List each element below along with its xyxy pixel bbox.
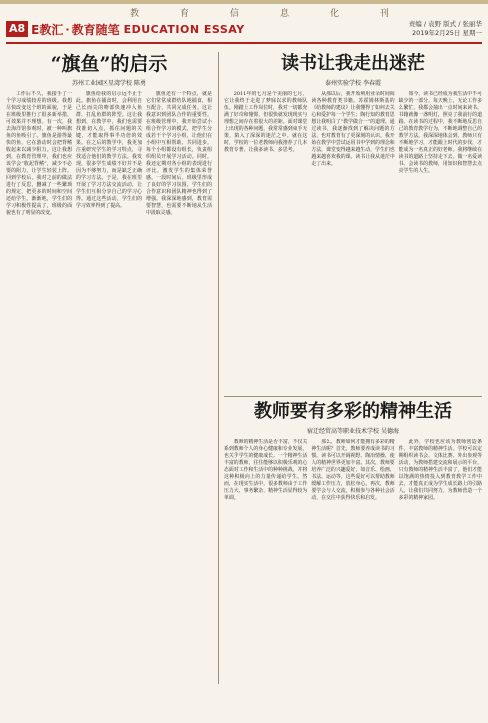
body-column: 此外，学校也应该为教师创造条件，丰富教师的精神生活。学校可以定期组织读书会、文体比赛、外出参观等活动，为教师搭建交流和展示的平台。只有教师的精神生活丰富了，他们才能以饱满的热情投入到教育教学工作中去，才能真正成为学生成长路上的引路人。让我们共同努力，为教师营造一个多彩的精神家园。 bbox=[398, 439, 482, 501]
left-article bbox=[6, 52, 212, 723]
banner-word: 信 bbox=[229, 9, 240, 19]
banner-word: 刊 bbox=[379, 9, 390, 19]
article-title: “旗鱼”的启示 bbox=[50, 53, 168, 75]
body-column: 那么，教师如何才能拥有多彩的精神生活呢？首先，教师要养成读书的习惯。读书可以开阔视野、陶冶情操，使人的精神世界更加丰富。其次，教师要培养广泛的兴趣爱好，如音乐、绘画、书法、运动等，这些爱好可以帮助教师缓解工作压力，放松身心。再次，教师要学会与人交流，积极参与各种社会活动，在交往中获得快乐和启发。 bbox=[311, 439, 395, 501]
body-column: 如今，读书已经成为我生活中不可缺少的一部分。每天晚上，无论工作多么繁忙，我都会抽出一点时间来读书。书籍就像一盏明灯，照亮了我前行的道路。在读书的过程中，我不断地反思自己的教育教学行为，不断地调整自己的教学方法。我深深地体会到，教师只有不断地学习，才能跟上时代的步伐，才能成为一名真正的好老师。我将继续在读书的道路上坚持走下去，做一名爱读书、会读书的教师，用知识和智慧去点亮学生的人生。 bbox=[398, 91, 482, 174]
banner-word: 息 bbox=[279, 9, 290, 19]
body-column: 教师的精神生活是否丰富，不仅关系到教师个人的身心健康和专业发展，也关乎学生的健康成长。一个精神生活丰富的教师，往往能够以积极乐观的心态面对工作和生活中的种种挑战，并将这种积极向上的力量传递给学生。然而，在现实生活中，很多教师由于工作压力大、事务繁杂，精神生活显得较为单调。 bbox=[224, 439, 308, 501]
article-byline: 泰州实验学校 李春霞 bbox=[325, 80, 381, 87]
article-byline: 苏州工业园区星湾学校 陈勇 bbox=[72, 80, 146, 87]
article-byline: 宿迁经贸高等职业技术学校 吴德海 bbox=[307, 428, 399, 435]
body-column: 旗鱼给我的启示远不止于此。旗鱼在捕食时，会利用自己长而尖的吻部快速冲入鱼群，打乱鱼群的阵型。这让我想到，在教学中，我们也需要找准切入点，抓住问题的关键，才能取得事半功倍的效果。在之后的教学中，我更加注重研究学生的学习特点，寻找适合他们的教学方法。我发现，很多学生成绩不好并不是因为不够努力，而是缺乏正确的学习方法。于是，我在班里开展了学习方法交流活动，让学生们互相分享自己的学习心得。通过这些活动，学生们的学习效率得到了提高。 bbox=[76, 91, 142, 209]
separator: · bbox=[65, 22, 70, 36]
body-column: 从那以后，我开始利用业余时间阅读各种教育类书籍。苏霍姆林斯基的《给教师的建议》让我懂得了如何去关心和爱护每一个学生；陶行知的教育思想让我明白了“教学做合一”的道理。通过读书，我逐渐找到了解决问题的方法，也对教育有了更深刻的认识。我开始在教学中尝试运用书中学到的理念和方法，课堂变得越来越生动，学生们也越来越喜欢我的课。读书让我从迷茫中走了出来。 bbox=[311, 91, 395, 167]
top-color-band bbox=[0, 0, 488, 4]
editor-line: 责编 / 袁野 版式 / 张丽华 bbox=[408, 20, 482, 28]
body-column: 旗鱼还有一个特点，就是它们常常成群结队地捕食，相互配合，共同完成任务。这让我意识到团队合作的重要性。在班级管理中，我开始尝试小组合作学习的模式，把学生分成若干个学习小组，让他们在小组中互相帮助、共同进步。每个小组都设有组长，负责组织组员开展学习活动。同时，我还定期对各小组的表现进行评比，激发学生的集体荣誉感。一段时间后，班级里形成了良好的学习氛围，学生们的合作意识和团队精神也得到了增强。我深深地感到，教育需要智慧，也需要不断地从生活中汲取灵感。 bbox=[146, 91, 212, 216]
page-code: A8 bbox=[6, 21, 28, 37]
brand-name: E教汇 bbox=[31, 22, 64, 37]
column-divider bbox=[218, 52, 219, 684]
page-header bbox=[6, 21, 245, 37]
section-title: 教育随笔 bbox=[71, 22, 120, 37]
date-line: 2019年2月25日 星期一 bbox=[411, 29, 482, 37]
body-column: 工作后不久，我接手了一个学习成绩较差的班级。我想尽快改变这个班的面貌，于是在班级里推行了很多新举措，可效果并不理想。有一次，我去海洋馆参观时，被一种叫旗鱼的鱼吸引了。旗鱼是游得最快的鱼，它在游动时会把背鳍收起来以减少阻力。这让我想到，在教育管理中，我们也应该学会“收起背鳍”，减少不必要的阻力，让学生轻装上阵。回到学校后，我对之前的做法进行了反思，删减了一些繁琐的规定，把更多的时间和空间还给学生。渐渐地，学生们的学习积极性提高了，班级的面貌也有了明显的改变。 bbox=[6, 91, 72, 216]
masthead bbox=[6, 18, 482, 40]
article-title: 读书让我走出迷茫 bbox=[281, 53, 425, 74]
article-body bbox=[224, 91, 482, 397]
masthead-info bbox=[409, 20, 482, 38]
section-english-title: EDUCATION ESSAY bbox=[123, 22, 245, 36]
banner-word: 育 bbox=[179, 9, 190, 19]
right-top-article bbox=[224, 52, 482, 397]
article-body bbox=[224, 439, 482, 683]
body-column: 2011年的七月是个美丽的七月，它让我终于走进了梦寐以求的教师队伍。刚踏上工作岗位时，我对一切都充满了好奇和憧憬，但很快就发现现实与理想之间存在着很大的差距。面对课堂上出现的各种问题，我常常感到束手无策，陷入了深深的迷茫之中。就在这时，学校的一位老教师向我推荐了几本教育专著，让我多读书、多思考。 bbox=[224, 91, 308, 153]
banner-word: 化 bbox=[329, 9, 340, 19]
header-rule bbox=[6, 42, 482, 44]
article-divider bbox=[224, 396, 482, 397]
right-bottom-article bbox=[224, 400, 482, 683]
article-body bbox=[6, 91, 212, 723]
banner-word: 教 bbox=[130, 9, 141, 19]
article-title: 教师要有多彩的精神生活 bbox=[254, 401, 452, 422]
